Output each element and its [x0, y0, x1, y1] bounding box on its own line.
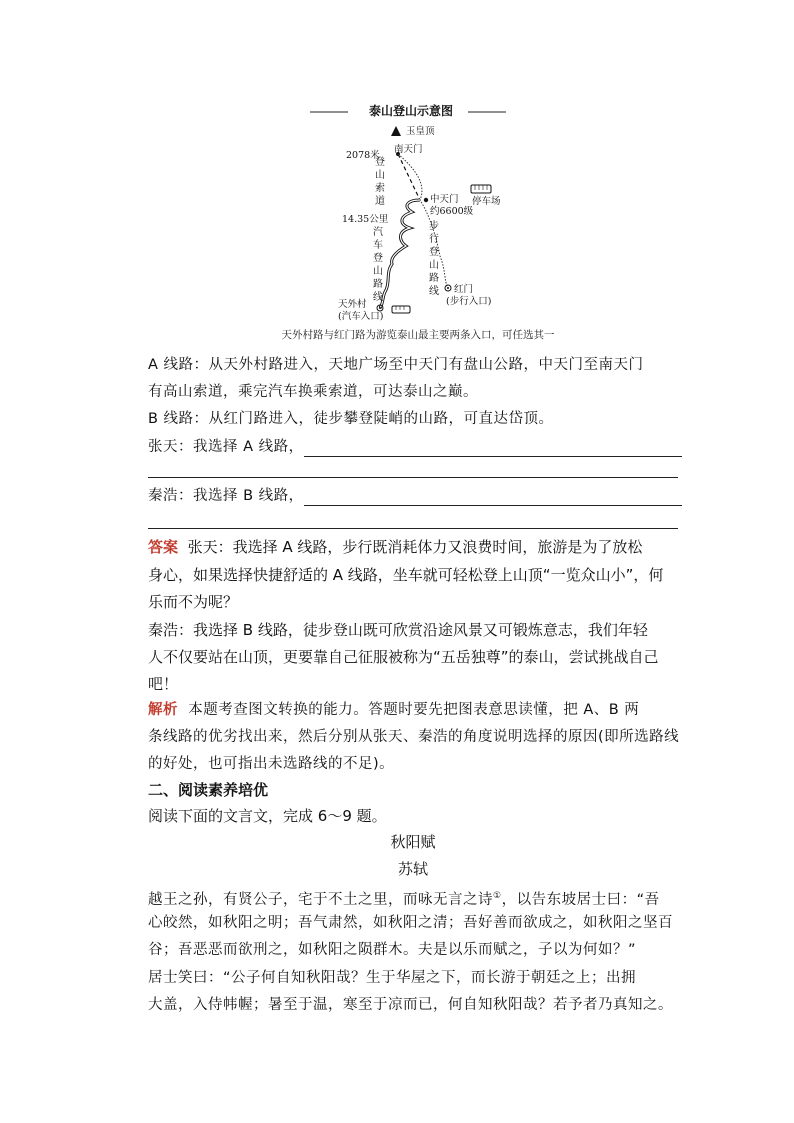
- passage-p1-text-1: 越王之孙，有贤公子，宅于不土之里，而咏无言之诗: [148, 891, 493, 908]
- answer-label: 答案: [148, 538, 179, 556]
- answer-line-5: 人不仅要站在山顶，更要靠自己征服被称为“五岳独尊”的泰山，尝试挑战自己: [148, 648, 659, 666]
- analysis-line-2: 条线路的优劣找出来，然后分别从张天、秦浩的角度说明选择的原因(即所选路线: [148, 729, 680, 745]
- parking-label: 停车场: [472, 196, 501, 207]
- road-length-label: 14.35公里: [342, 214, 389, 225]
- route-a-line-2: 有高山索道，乘完汽车换乘索道，可达泰山之巅。: [148, 384, 478, 400]
- section-heading: 二、阅读素养培优: [148, 781, 269, 799]
- tianwaicun-marker-center: [379, 307, 381, 309]
- zhongtianmen-dot: [424, 198, 428, 202]
- car-entrance-label: (汽车入口): [338, 311, 384, 322]
- passage-p1-line-1: [148, 886, 678, 910]
- parking-bus-icon: [471, 185, 491, 193]
- analysis-line-3: 的好处，也可指出未选路线的不足)。: [148, 756, 395, 772]
- hongmen-label: 红门: [454, 284, 474, 295]
- answer-text-1: 张天：我选择 A 线路，步行既消耗体力又浪费时间，旅游是为了放松: [187, 538, 643, 556]
- elevation-label: 2078米: [346, 150, 380, 161]
- answer-line-6: 吧！: [148, 675, 179, 693]
- passage-author: 苏轼: [397, 860, 428, 878]
- footnote-marker[interactable]: ①: [493, 891, 502, 901]
- peak-triangle: [391, 126, 401, 136]
- qin-blank[interactable]: [304, 491, 682, 506]
- taishan-map: [268, 96, 554, 336]
- walk-road-label: 步行登山路线: [429, 221, 439, 297]
- route-b-line: B 线路：从红门路进入，徒步攀登陡峭的山路，可直达岱顶。: [148, 411, 554, 427]
- route-a-line-1: A 线路：从天外村路进入，天地广场至中天门有盘山公路，中天门至南天门: [148, 357, 644, 373]
- cable-line: [398, 154, 420, 200]
- entrance-bus-icon: [392, 306, 410, 313]
- answer-line-3: 乐而不为呢？: [148, 593, 239, 611]
- passage-p1-line-2: 心皎然，如秋阳之明；吾气肃然，如秋阳之清；吾好善而欲成之，如秋阳之坚百: [148, 915, 673, 931]
- peak-label: 玉皇顶: [406, 126, 435, 137]
- tianwaicun-label: 天外村: [338, 299, 367, 310]
- analysis-text-1: 本题考查图文转换的能力。答题时要先把图表意思读懂，把 A、B 两: [188, 702, 640, 718]
- car-road-label: 汽车登山路线: [373, 227, 383, 303]
- steps-label: 约6600级: [430, 206, 474, 217]
- zhang-prompt: 张天：我选择 A 线路，: [148, 439, 304, 455]
- map-title: 泰山登山示意图: [368, 104, 453, 118]
- zhang-blank[interactable]: [304, 442, 682, 457]
- answer-line-1: [148, 537, 678, 557]
- zhang-blank-line-2[interactable]: [148, 477, 678, 478]
- zhang-answer-row: [148, 437, 678, 457]
- answer-line-2: 身心，如果选择快捷舒适的 A 线路，坐车就可轻松登上山顶“一览众山小”，何: [148, 566, 664, 584]
- passage-p1-line-3: 谷；吾恶恶而欲刑之，如秋阳之陨群木。夫是以乐而赋之，子以为何如？”: [148, 942, 637, 958]
- hongmen-marker-center: [447, 287, 449, 289]
- section-instruction: 阅读下面的文言文，完成 6～9 题。: [148, 807, 387, 825]
- zhongtianmen-label: 中天门: [430, 194, 459, 205]
- analysis-line-1: [148, 700, 678, 720]
- analysis-label: 解析: [148, 702, 178, 718]
- qin-answer-row: [148, 486, 678, 506]
- nantianmen-label: 南天门: [394, 144, 423, 155]
- cable-label: 登山索道: [375, 157, 385, 207]
- passage-p2-line-2: 大盖，入侍帏幄；暑至于温，寒至于凉而已，何自知秋阳哉？若予者乃真知之。: [148, 997, 673, 1013]
- passage-p1-text-1b: ，以告东坡居士曰：“吾: [501, 891, 660, 908]
- qin-blank-line-2[interactable]: [148, 528, 678, 529]
- map-caption: 天外村路与红门路为游览泰山最主要两条入口，可任选其一: [281, 329, 555, 341]
- passage-p2-line-1: 居士笑曰：“公子何自知秋阳哉？生于华屋之下，而长游于朝廷之上；出拥: [148, 970, 637, 986]
- walk-entrance-label: (步行入口): [446, 296, 492, 307]
- answer-line-4: 秦浩：我选择 B 线路，徒步登山既可欣赏沿途风景又可锻炼意志，我们年轻: [148, 621, 648, 639]
- passage-title: 秋阳赋: [390, 833, 436, 851]
- walking-road: [398, 154, 448, 288]
- qin-prompt: 秦浩：我选择 B 线路，: [148, 488, 304, 504]
